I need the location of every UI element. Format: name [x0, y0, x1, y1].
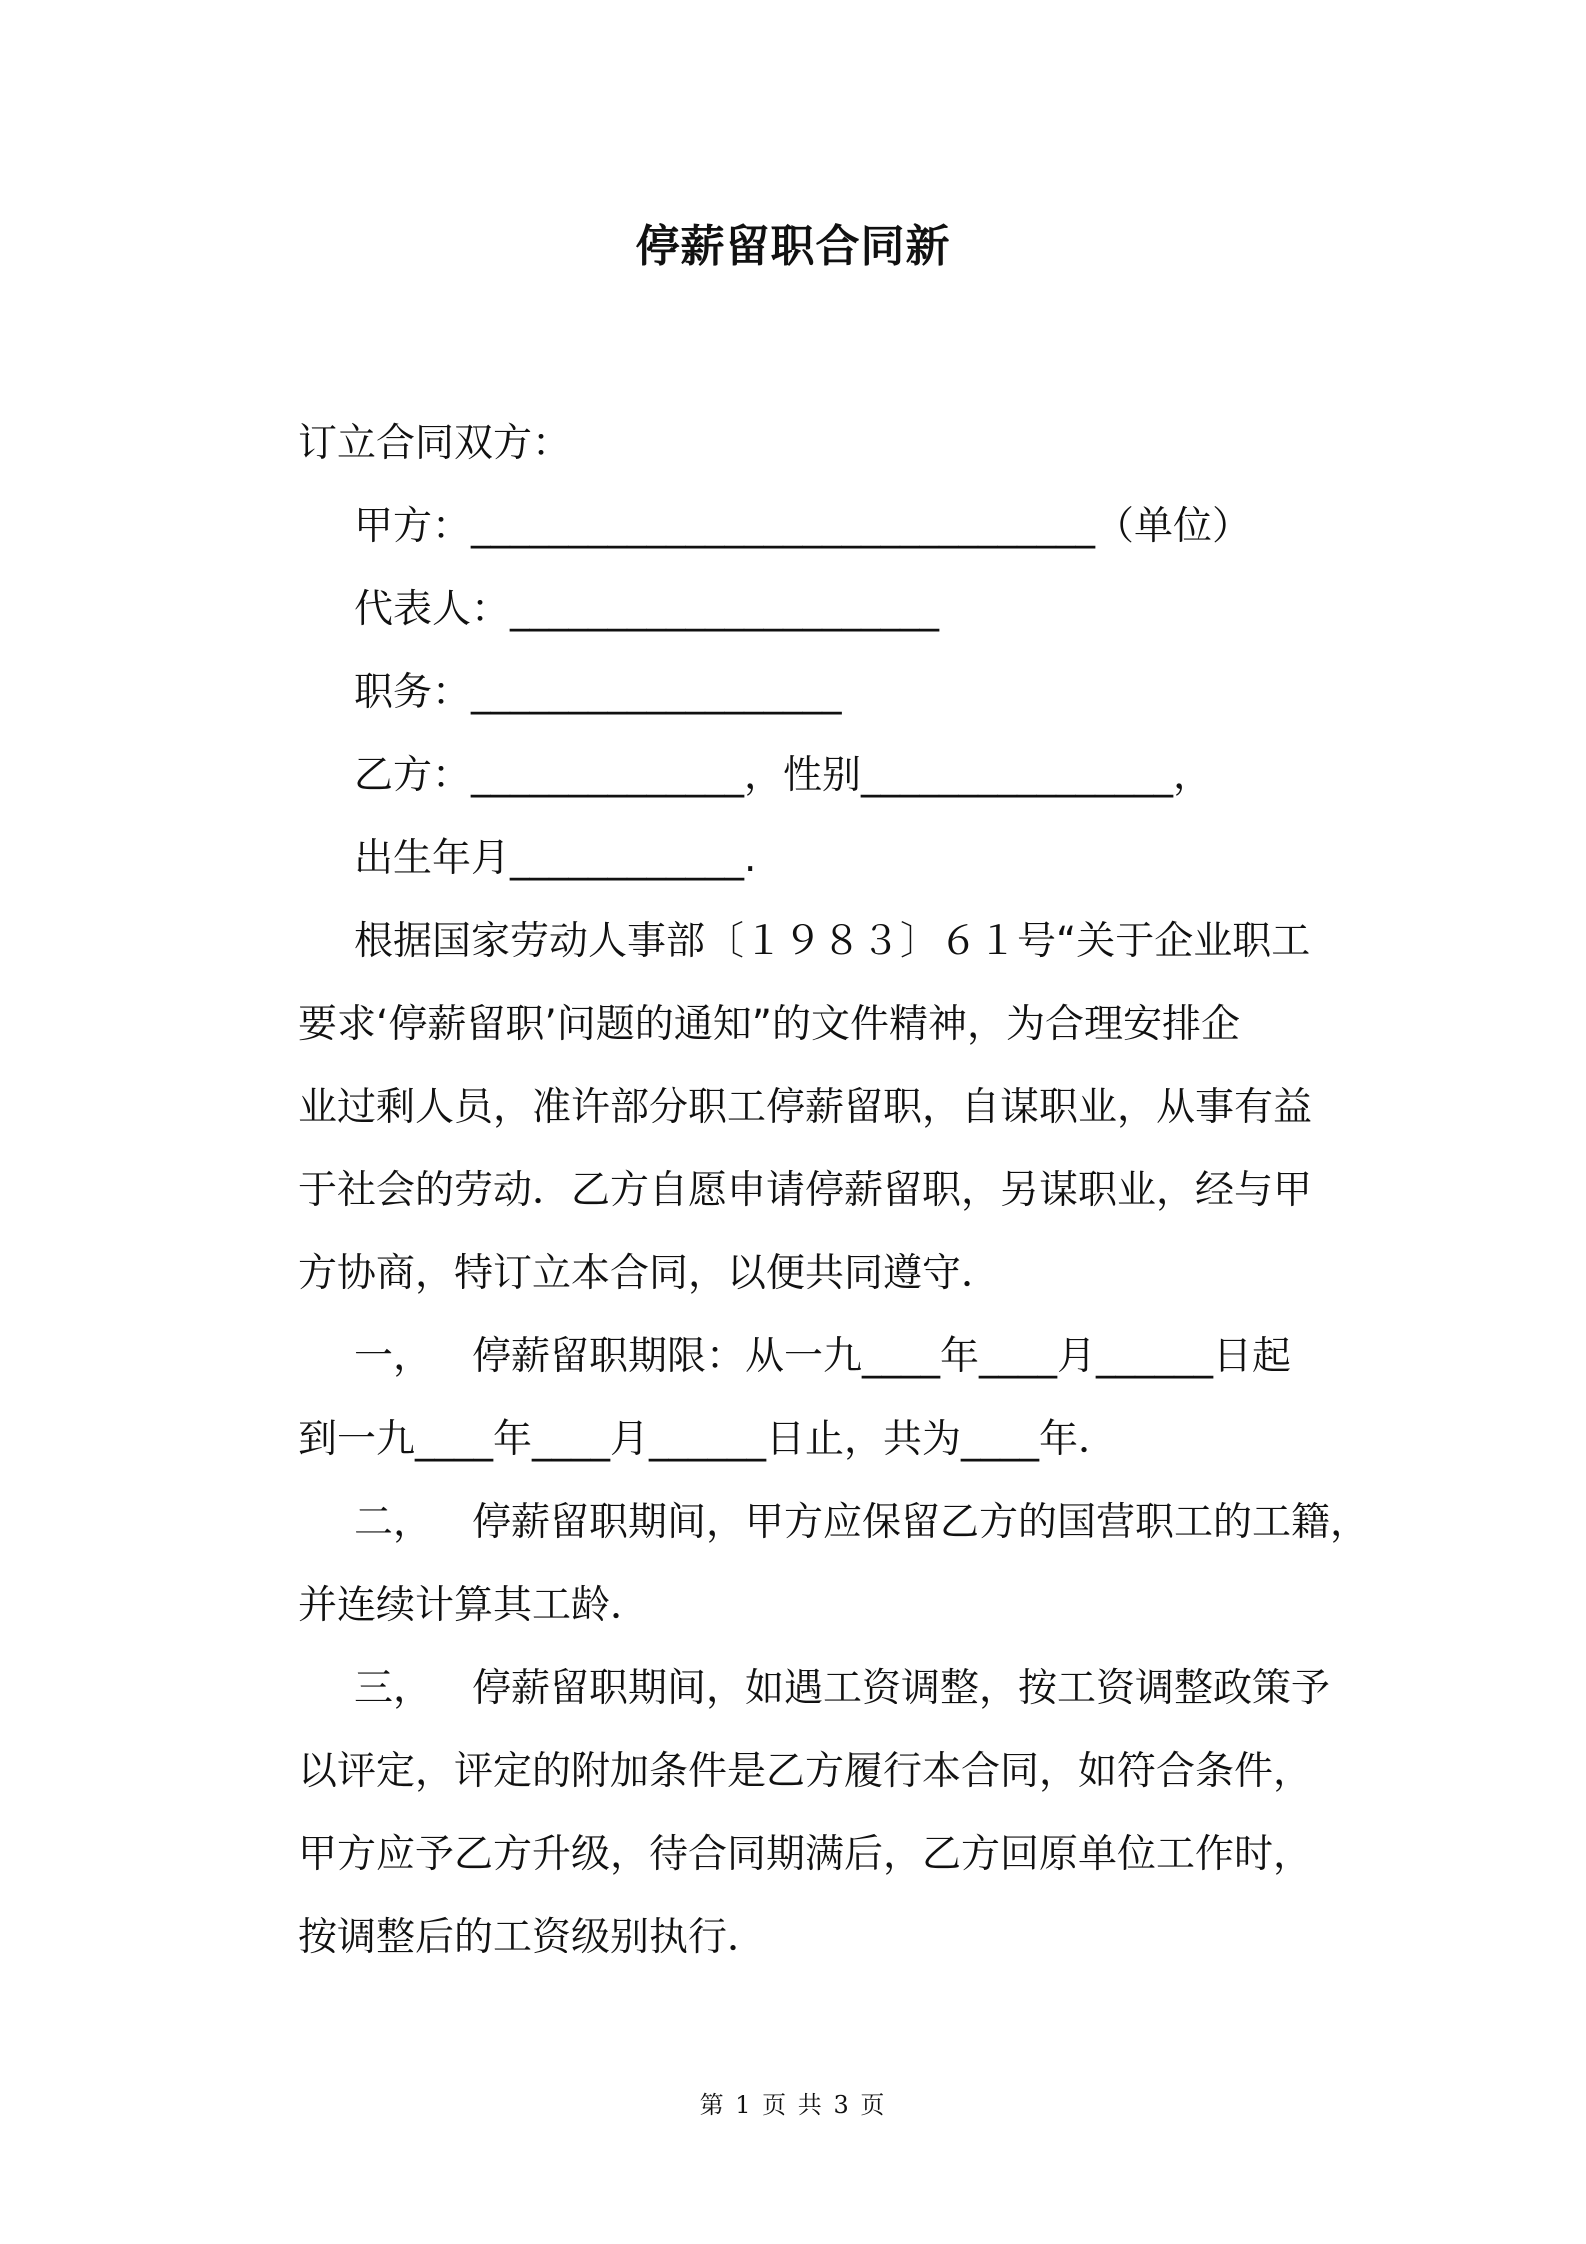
line-text: 甲方应予乙方升级，待合同期满后，乙方回原单位工作时， [298, 1832, 1313, 1877]
text-line [298, 1564, 1378, 1647]
document-title: 停薪留职合同新 [635, 221, 951, 272]
text-line [298, 568, 1378, 651]
text-line [298, 983, 1378, 1066]
text-line [298, 1066, 1378, 1149]
line-text: 到一九____年____月______日止，共为____年． [298, 1417, 1118, 1462]
clause-number: 一， [354, 1334, 433, 1379]
text-line [298, 1398, 1378, 1481]
line-text: 根据国家劳动人事部〔１９８３〕６１号“关于企业职工 [354, 919, 1311, 964]
line-text: 于社会的劳动．乙方自愿申请停薪留职，另谋职业，经与甲 [298, 1168, 1313, 1213]
text-line [298, 1232, 1378, 1315]
text-line [298, 817, 1378, 900]
line-text: 要求‘停薪留职’问题的通知”的文件精神，为合理安排企 [298, 1002, 1240, 1047]
line-text: 订立合同双方： [298, 421, 572, 466]
line-text: 并连续计算其工龄． [298, 1583, 650, 1628]
text-line [298, 1315, 1378, 1398]
text-line [298, 651, 1378, 734]
clause-number: 二， [354, 1500, 433, 1545]
line-text: 方协商，特订立本合同，以便共同遵守． [298, 1251, 1001, 1296]
text-line [298, 1730, 1378, 1813]
line-text: 停薪留职期间，甲方应保留乙方的国营职工的工籍， [472, 1500, 1370, 1545]
text-line [298, 1647, 1378, 1730]
line-text: 以评定，评定的附加条件是乙方履行本合同，如符合条件， [298, 1749, 1313, 1794]
text-line [298, 485, 1378, 568]
line-text: 甲方：________________________________（单位） [354, 504, 1252, 549]
line-text: 职务：___________________ [354, 670, 842, 715]
clause-number: 三， [354, 1666, 433, 1711]
page-footer: 第 1 页 共 3 页 [699, 2091, 887, 2119]
document-body [298, 402, 1378, 1979]
text-line [298, 1481, 1378, 1564]
text-line [298, 1896, 1378, 1979]
text-line [298, 402, 1378, 485]
text-line [298, 1813, 1378, 1896]
line-text: 停薪留职期限：从一九____年____月______日起 [472, 1334, 1292, 1379]
text-line [298, 900, 1378, 983]
line-text: 代表人：______________________ [354, 587, 940, 632]
text-line [298, 734, 1378, 817]
text-line [298, 1149, 1378, 1232]
line-text: 业过剩人员，准许部分职工停薪留职，自谋职业，从事有益 [298, 1085, 1313, 1130]
line-text: 出生年月____________. [354, 836, 757, 881]
line-text: 乙方：______________，性别________________， [354, 753, 1213, 798]
line-text: 按调整后的工资级别执行． [298, 1915, 767, 1960]
line-text: 停薪留职期间，如遇工资调整，按工资调整政策予 [472, 1666, 1331, 1711]
